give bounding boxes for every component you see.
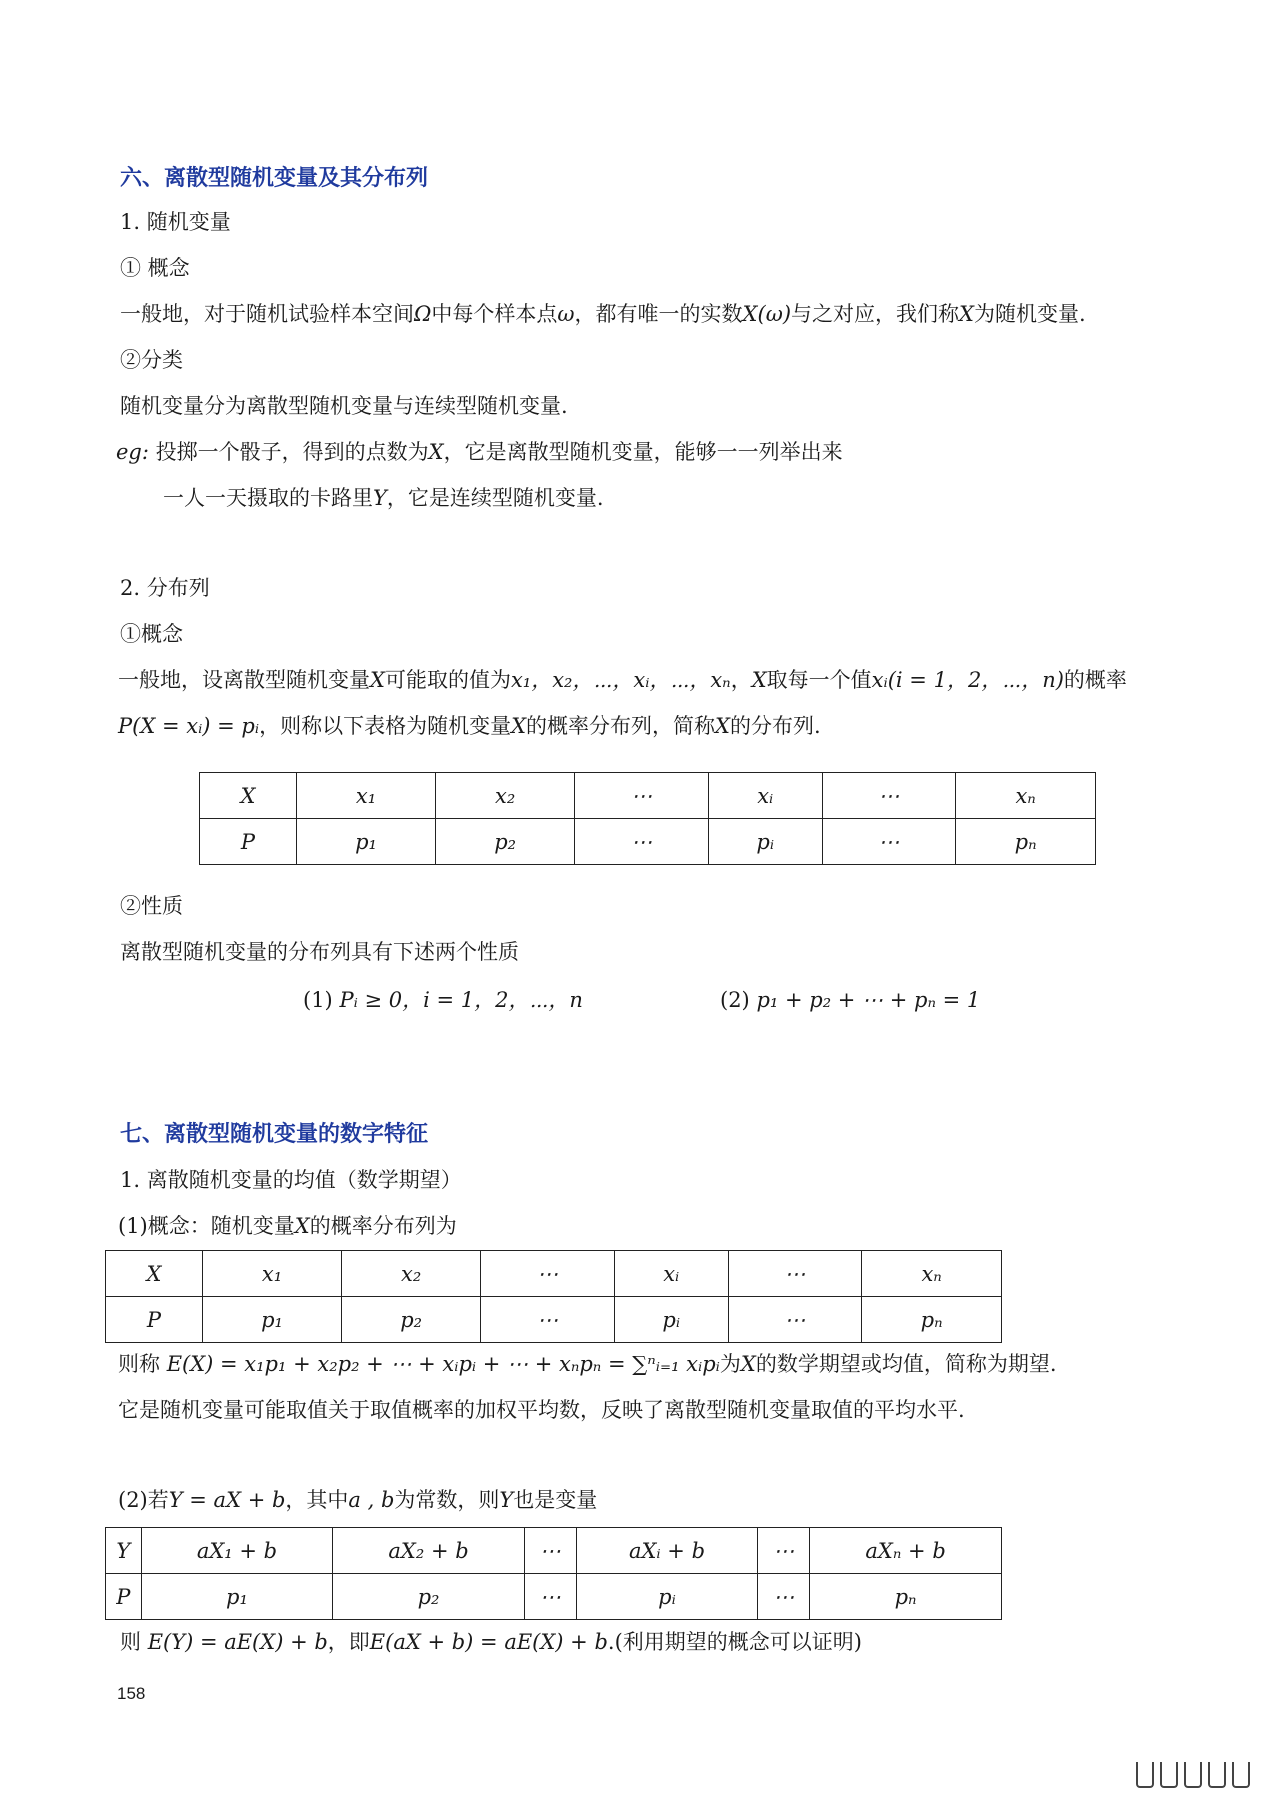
linear-transform-table — [105, 1527, 1002, 1620]
table-cell: aX₂ + b — [333, 1528, 525, 1574]
classification-text: 随机变量分为离散型随机变量与连续型随机变量. — [120, 394, 568, 418]
distribution-table — [199, 772, 1096, 865]
table-cell: aXₙ + b — [810, 1528, 1002, 1574]
table-cell: ⋯ — [575, 773, 709, 819]
table-cell: P — [200, 819, 297, 865]
table-cell: x₂ — [342, 1251, 481, 1297]
section-7-title: 七、离散型随机变量的数字特征 — [120, 1122, 429, 1147]
table-cell: ⋯ — [481, 1251, 615, 1297]
example-line-2: 一人一天摄取的卡路里Y，它是连续型随机变量. — [163, 486, 604, 510]
concept-text: 一般地，对于随机试验样本空间Ω中每个样本点ω，都有唯一的实数X(ω)与之对应，我们称X为随机变量. — [120, 302, 1086, 326]
table-cell: ⋯ — [758, 1574, 810, 1620]
linear-transform-intro: (2)若Y = aX + b，其中a , b为常数，则Y也是变量 — [118, 1488, 598, 1512]
table-cell: ⋯ — [524, 1574, 576, 1620]
page-number: 158 — [117, 1684, 146, 1703]
table-row — [200, 773, 1096, 819]
table-cell: pᵢ — [708, 819, 822, 865]
subsection-random-variable: 1. 随机变量 — [120, 210, 231, 234]
table-cell: ⋯ — [524, 1528, 576, 1574]
dist-concept-line-1: 一般地，设离散型随机变量X可能取的值为x₁，x₂，⋯，xᵢ，⋯，xₙ，X取每一个值xᵢ(i = 1，2，⋯，n)的概率 — [118, 668, 1127, 692]
table-row — [106, 1251, 1002, 1297]
table-cell: pᵢ — [614, 1297, 728, 1343]
table-cell: aX₁ + b — [141, 1528, 333, 1574]
linearity-of-expectation: 则 E(Y) = aE(X) + b，即E(aX + b) = aE(X) + b.(利用期望的概念可以证明) — [120, 1630, 862, 1654]
expectation-meaning: 它是随机变量可能取值关于取值概率的加权平均数，反映了离散型随机变量取值的平均水平. — [118, 1398, 965, 1422]
example-line-1: eg: 投掷一个骰子，得到的点数为X，它是离散型随机变量，能够一一列举出来 — [116, 440, 843, 464]
table-cell: P — [106, 1297, 203, 1343]
section-6-title: 六、离散型随机变量及其分布列 — [120, 166, 429, 191]
table-cell: aXᵢ + b — [576, 1528, 758, 1574]
table-row — [106, 1574, 1002, 1620]
dist-concept-label: ①概念 — [120, 622, 183, 646]
property-2: (2) p₁ + p₂ + ⋯ + pₙ = 1 — [720, 988, 981, 1012]
table-row — [200, 819, 1096, 865]
table-cell: pₙ — [862, 1297, 1002, 1343]
table-cell: pₙ — [810, 1574, 1002, 1620]
expectation-definition: 则称 E(X) = x₁p₁ + x₂p₂ + ⋯ + xᵢpᵢ + ⋯ + xₙpₙ = ∑ⁿᵢ₌₁ xᵢpᵢ为X的数学期望或均值，简称为期望. — [118, 1352, 1057, 1376]
table-cell: xₙ — [862, 1251, 1002, 1297]
table-cell: ⋯ — [728, 1251, 862, 1297]
expectation-table — [105, 1250, 1002, 1343]
table-cell: Y — [106, 1528, 142, 1574]
table-cell: xᵢ — [708, 773, 822, 819]
table-cell: p₂ — [333, 1574, 525, 1620]
table-cell: p₁ — [297, 819, 436, 865]
table-cell: ⋯ — [481, 1297, 615, 1343]
table-row — [106, 1297, 1002, 1343]
watermark-logo-icon — [1136, 1762, 1250, 1788]
table-cell: p₁ — [141, 1574, 333, 1620]
table-cell: X — [106, 1251, 203, 1297]
table-cell: pᵢ — [576, 1574, 758, 1620]
table-cell: p₂ — [436, 819, 575, 865]
subsection-distribution: 2. 分布列 — [120, 576, 210, 600]
concept-label: ① 概念 — [120, 256, 190, 280]
classification-label: ②分类 — [120, 348, 183, 372]
property-1: (1) Pᵢ ≥ 0，i = 1，2，⋯，n — [303, 988, 583, 1012]
table-cell: X — [200, 773, 297, 819]
table-cell: xᵢ — [614, 1251, 728, 1297]
table-cell: ⋯ — [728, 1297, 862, 1343]
table-cell: pₙ — [956, 819, 1096, 865]
table-cell: ⋯ — [758, 1528, 810, 1574]
table-cell: ⋯ — [822, 773, 956, 819]
table-cell: x₁ — [297, 773, 436, 819]
table-row — [106, 1528, 1002, 1574]
table-cell: P — [106, 1574, 142, 1620]
subsection-expectation: 1. 离散随机变量的均值（数学期望） — [120, 1168, 462, 1192]
table-cell: p₂ — [342, 1297, 481, 1343]
property-text: 离散型随机变量的分布列具有下述两个性质 — [120, 940, 519, 964]
expectation-concept: (1)概念：随机变量X的概率分布列为 — [118, 1214, 457, 1238]
table-cell: x₁ — [203, 1251, 342, 1297]
table-cell: p₁ — [203, 1297, 342, 1343]
dist-concept-line-2: P(X = xᵢ) = pᵢ，则称以下表格为随机变量X的概率分布列，简称X的分布列. — [118, 714, 821, 738]
table-cell: ⋯ — [575, 819, 709, 865]
table-cell: ⋯ — [822, 819, 956, 865]
table-cell: xₙ — [956, 773, 1096, 819]
property-label: ②性质 — [120, 894, 183, 918]
table-cell: x₂ — [436, 773, 575, 819]
